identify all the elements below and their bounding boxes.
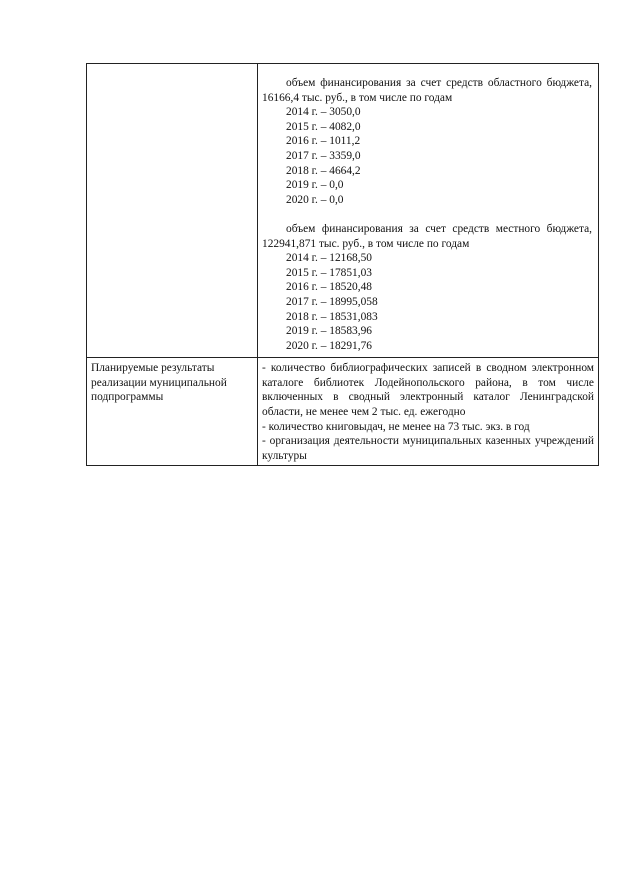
- result-item: - организация деятельности муниципальных казенных учреждений культуры: [262, 435, 594, 462]
- list-item: 2016 г. – 18520,48: [286, 281, 372, 294]
- row1-label: [87, 64, 257, 69]
- local-budget-intro: объем финансирования за счет средств местного бюджета, 122941,871 тыс. руб., в том числе по годам: [262, 222, 592, 250]
- list-item: 2019 г. – 0,0: [286, 179, 344, 192]
- local-budget-years: [262, 251, 592, 353]
- list-item: 2018 г. – 4664,2: [286, 164, 361, 177]
- list-item: 2014 г. – 3050,0: [286, 106, 361, 119]
- list-item: 2016 г. – 1011,2: [286, 135, 361, 148]
- list-item: 2020 г. – 0,0: [286, 193, 344, 206]
- program-table: [86, 63, 599, 466]
- regional-budget-intro: объем финансирования за счет средств областного бюджета, 16166,4 тыс. руб., в том числе по годам: [262, 77, 592, 104]
- table-row: [87, 64, 599, 358]
- results-cell: [258, 358, 599, 466]
- list-item: 2015 г. – 17851,03: [286, 266, 372, 279]
- regional-budget-years: [262, 105, 592, 207]
- table-row: [87, 358, 599, 466]
- list-item: 2020 г. – 18291,76: [286, 339, 372, 352]
- list-item: 2017 г. – 3359,0: [286, 149, 361, 162]
- result-item: - количество библиографических записей в сводном электронном каталоге библиотек Лодейнопольского района, в том числе включенных в сводный электронный каталог Ленинградской области, не менее чем 2 тыс. ед. ежегодно: [262, 362, 594, 419]
- financing-cell: [258, 64, 599, 358]
- list-item: 2017 г. – 18995,058: [286, 295, 378, 308]
- results-label-cell: [87, 358, 258, 466]
- list-item: 2014 г. – 12168,50: [286, 252, 372, 265]
- list-item: 2019 г. – 18583,96: [286, 325, 372, 338]
- list-item: 2015 г. – 4082,0: [286, 120, 361, 133]
- result-item: - количество книговыдач, не менее на 73 тыс. экз. в год: [262, 420, 530, 433]
- row1-label-cell: [87, 64, 258, 358]
- list-item: 2018 г. – 18531,083: [286, 310, 378, 323]
- results-label: Планируемые результаты реализации муниципальной подпрограммы: [91, 362, 227, 404]
